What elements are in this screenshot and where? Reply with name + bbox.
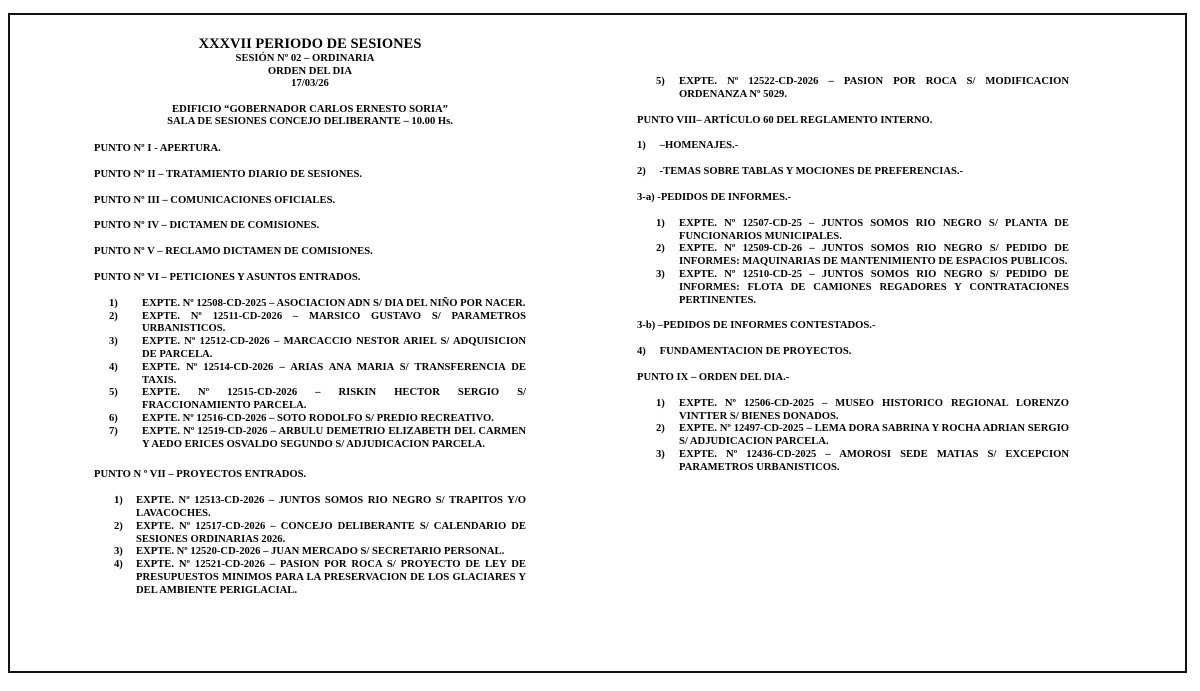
fundamentacion-item: 4) FUNDAMENTACION DE PROYECTOS. <box>637 346 852 358</box>
building-name: EDIFICIO “GOBERNADOR CARLOS ERNESTO SORIA” <box>172 103 448 115</box>
punto-ii: PUNTO Nº II – TRATAMIENTO DIARIO DE SESIONES. <box>94 168 363 180</box>
list-item: 3) EXPTE. Nº 12510-CD-25 – JUNTOS SOMOS RIO NEGRO S/ PEDIDO DE INFORMES: FLOTA DE CAMIONES REGADORES Y CONTRATACIONES PERTINENTES. <box>656 268 1069 306</box>
list-item: 1) EXPTE. Nº 12508-CD-2025 – ASOCIACION ADN S/ DIA DEL NIÑO POR NACER. <box>109 297 526 309</box>
punto-ix: PUNTO IX – ORDEN DEL DIA.- <box>637 371 790 383</box>
list-item: 4) EXPTE. Nº 12514-CD-2026 – ARIAS ANA MARIA S/ TRANSFERENCIA DE TAXIS. <box>109 361 526 386</box>
list-item: 2) EXPTE. Nº 12511-CD-2026 – MARSICO GUSTAVO S/ PARAMETROS URBANISTICOS. <box>109 310 526 335</box>
list-item: 6) EXPTE. Nº 12516-CD-2026 – SOTO RODOLFO S/ PREDIO RECREATIVO. <box>109 412 494 424</box>
pedidos-informes-title: 3-a) -PEDIDOS DE INFORMES.- <box>637 191 792 203</box>
homenajes-item: 1) –HOMENAJES.- <box>637 140 739 152</box>
order-label: ORDEN DEL DIA <box>267 65 353 77</box>
proyectos-list-continued <box>637 76 1069 102</box>
list-item: 3) EXPTE. Nº 12520-CD-2026 – JUAN MERCADO S/ SECRETARIO PERSONAL. <box>114 546 505 558</box>
proyectos-list <box>94 495 526 597</box>
right-column <box>637 62 1069 475</box>
list-item: 2) EXPTE. Nº 12517-CD-2026 – CONCEJO DELIBERANTE S/ CALENDARIO DE SESIONES ORDINARIAS 2026. <box>114 520 526 545</box>
list-item: 1) EXPTE. Nº 12506-CD-2025 – MUSEO HISTORICO REGIONAL LORENZO VINTTER S/ BIENES DONADOS. <box>656 397 1069 422</box>
document-title: XXXVII PERIODO DE SESIONES <box>198 36 422 52</box>
session-room: SALA DE SESIONES CONCEJO DELIBERANTE – 10.00 Hs. <box>167 116 453 128</box>
list-item: 4) EXPTE. Nº 12521-CD-2026 – PASION POR ROCA S/ PROYECTO DE LEY DE PRESUPUESTOS MINIMOS PARA LA PRESERVACION DE LOS GLACIARES Y DEL AMBIENTE PERIGLACIAL. <box>114 559 526 596</box>
list-item: 2) EXPTE. Nº 12509-CD-26 – JUNTOS SOMOS RIO NEGRO S/ PEDIDO DE INFORMES: MAQUINARIAS DE MANTENIMIENTO DE ESPACIOS PUBLICOS. <box>656 243 1069 268</box>
list-item: 3) EXPTE. Nº 12512-CD-2026 – MARCACCIO NESTOR ARIEL S/ ADQUISICION DE PARCELA. <box>109 336 526 360</box>
list-item: 1) EXPTE. Nº 12507-CD-25 – JUNTOS SOMOS RIO NEGRO S/ PLANTA DE FUNCIONARIOS MUNICIPALES. <box>656 217 1069 242</box>
list-item: 3) EXPTE. Nº 12436-CD-2025 – AMOROSI SEDE MATIAS S/ EXCEPCION PARAMETROS URBANISTICOS. <box>656 448 1069 473</box>
punto-vi: PUNTO Nº VI – PETICIONES Y ASUNTOS ENTRADOS. <box>94 271 361 283</box>
punto-i: PUNTO Nº I - APERTURA. <box>94 142 221 154</box>
list-item: 1) EXPTE. Nº 12513-CD-2026 – JUNTOS SOMOS RIO NEGRO S/ TRAPITOS Y/O LAVACOCHES. <box>114 495 526 519</box>
list-item: 5) EXPTE. Nº 12522-CD-2026 – PASION POR ROCA S/ MODIFICACION ORDENANZA Nº 5029. <box>656 76 1069 100</box>
punto-vii: PUNTO N º VII – PROYECTOS ENTRADOS. <box>94 469 307 481</box>
pedidos-contestados-title: 3-b) –PEDIDOS DE INFORMES CONTESTADOS.- <box>637 320 876 332</box>
orden-del-dia-list <box>637 398 1069 475</box>
punto-iii: PUNTO Nº III – COMUNICACIONES OFICIALES. <box>94 194 336 206</box>
punto-iv: PUNTO Nº IV – DICTAMEN DE COMISIONES. <box>94 220 320 232</box>
left-column <box>94 36 526 597</box>
punto-viii: PUNTO VIII– ARTÍCULO 60 DEL REGLAMENTO INTERNO. <box>637 114 933 126</box>
peticiones-list <box>94 298 526 452</box>
document-header <box>94 36 526 129</box>
list-item: 5) EXPTE. Nº 12515-CD-2026 – RISKIN HECTOR SERGIO S/ FRACCIONAMIENTO PARCELA. <box>109 387 526 412</box>
list-item: 7) EXPTE. Nº 12519-CD-2026 – ARBULU DEMETRIO ELIZABETH DEL CARMEN Y AEDO ERICES OSVALDO SEGUNDO S/ ADJUDICACION PARCELA. <box>109 425 526 450</box>
session-date: 17/03/26 <box>291 78 329 90</box>
temas-item: 2) -TEMAS SOBRE TABLAS Y MOCIONES DE PREFERENCIAS.- <box>637 166 964 178</box>
session-number: SESIÓN Nº 02 – ORDINARIA <box>235 53 375 64</box>
punto-v: PUNTO Nº V – RECLAMO DICTAMEN DE COMISIONES. <box>94 246 373 258</box>
pedidos-informes-list <box>637 218 1069 308</box>
list-item: 2) EXPTE. Nº 12497-CD-2025 – LEMA DORA SABRINA Y ROCHA ADRIAN SERGIO S/ ADJUDICACION PARCELA. <box>656 423 1069 448</box>
